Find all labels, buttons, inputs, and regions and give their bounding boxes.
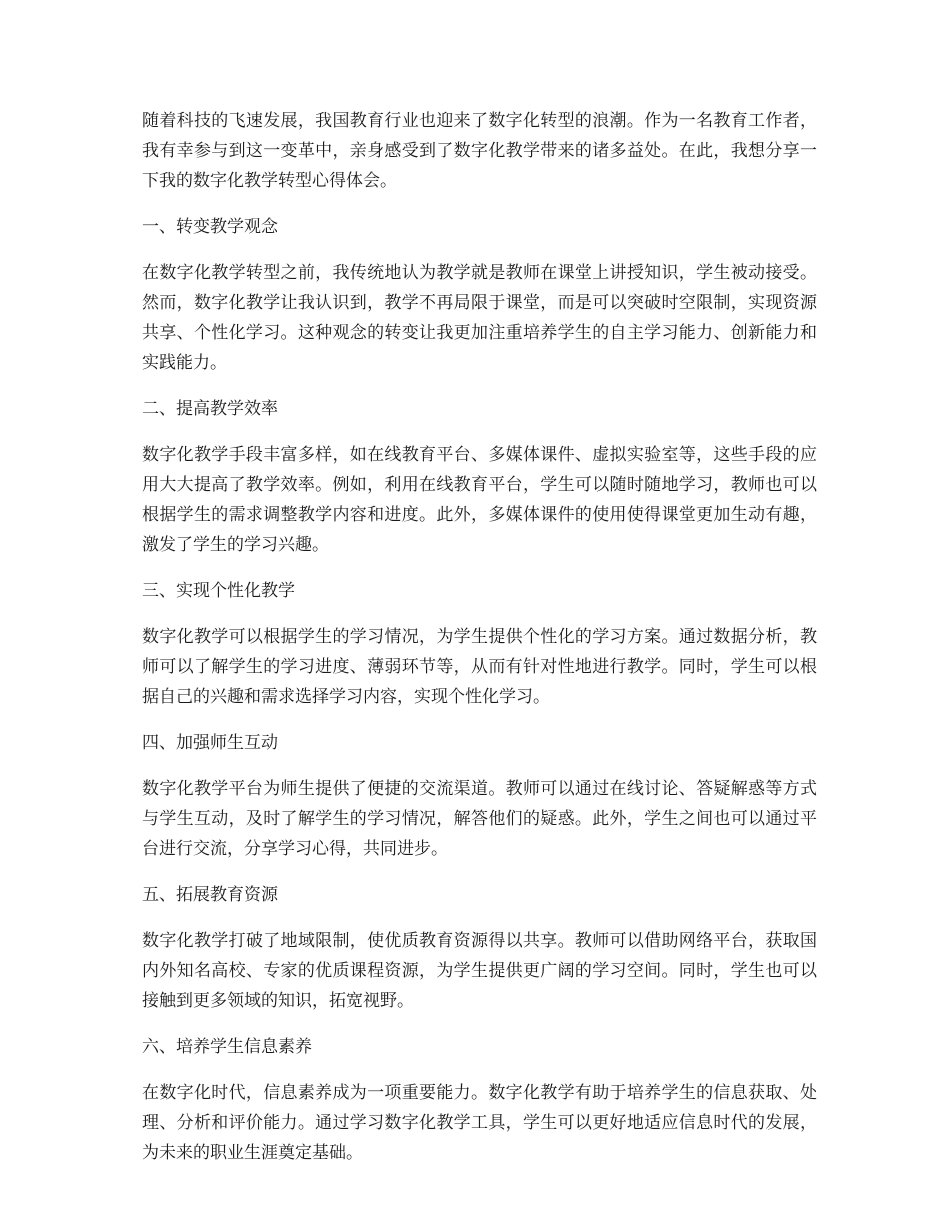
intro-paragraph: 随着科技的飞速发展，我国教育行业也迎来了数字化转型的浪潮。作为一名教育工作者，我有幸参与到这一变革中，亲身感受到了数字化教学带来的诸多益处。在此，我想分享一下我的数字化教学转型心得体会。 bbox=[142, 111, 817, 191]
section-heading: 二、提高教学效率 bbox=[142, 399, 278, 419]
section-heading: 四、加强师生互动 bbox=[142, 733, 278, 753]
section-heading: 六、培养学生信息素养 bbox=[142, 1037, 312, 1057]
section-body: 在数字化教学转型之前，我传统地认为教学就是教师在课堂上讲授知识，学生被动接受。然而，数字化教学让我认识到，教学不再局限于课堂，而是可以突破时空限制，实现资源共享、个性化学习。这种观念的转变让我更加注重培养学生的自主学习能力、创新能力和实践能力。 bbox=[142, 263, 817, 373]
section-body: 在数字化时代，信息素养成为一项重要能力。数字化教学有助于培养学生的信息获取、处理、分析和评价能力。通过学习数字化教学工具，学生可以更好地适应信息时代的发展，为未来的职业生涯奠定基础。 bbox=[142, 1083, 817, 1163]
section-heading: 五、拓展教育资源 bbox=[142, 885, 278, 905]
document-page bbox=[142, 106, 817, 1184]
section-heading: 三、实现个性化教学 bbox=[142, 581, 295, 601]
section-body: 数字化教学可以根据学生的学习情况，为学生提供个性化的学习方案。通过数据分析，教师可以了解学生的学习进度、薄弱环节等，从而有针对性地进行教学。同时，学生可以根据自己的兴趣和需求选择学习内容，实现个性化学习。 bbox=[142, 627, 817, 707]
section-heading: 一、转变教学观念 bbox=[142, 217, 278, 237]
section-body: 数字化教学手段丰富多样，如在线教育平台、多媒体课件、虚拟实验室等，这些手段的应用大大提高了教学效率。例如，利用在线教育平台，学生可以随时随地学习，教师也可以根据学生的需求调整教学内容和进度。此外，多媒体课件的使用使得课堂更加生动有趣，激发了学生的学习兴趣。 bbox=[142, 445, 817, 555]
section-body: 数字化教学打破了地域限制，使优质教育资源得以共享。教师可以借助网络平台，获取国内外知名高校、专家的优质课程资源，为学生提供更广阔的学习空间。同时，学生也可以接触到更多领域的知识，拓宽视野。 bbox=[142, 931, 817, 1011]
section-body: 数字化教学平台为师生提供了便捷的交流渠道。教师可以通过在线讨论、答疑解惑等方式与学生互动，及时了解学生的学习情况，解答他们的疑惑。此外，学生之间也可以通过平台进行交流，分享学习心得，共同进步。 bbox=[142, 779, 817, 859]
